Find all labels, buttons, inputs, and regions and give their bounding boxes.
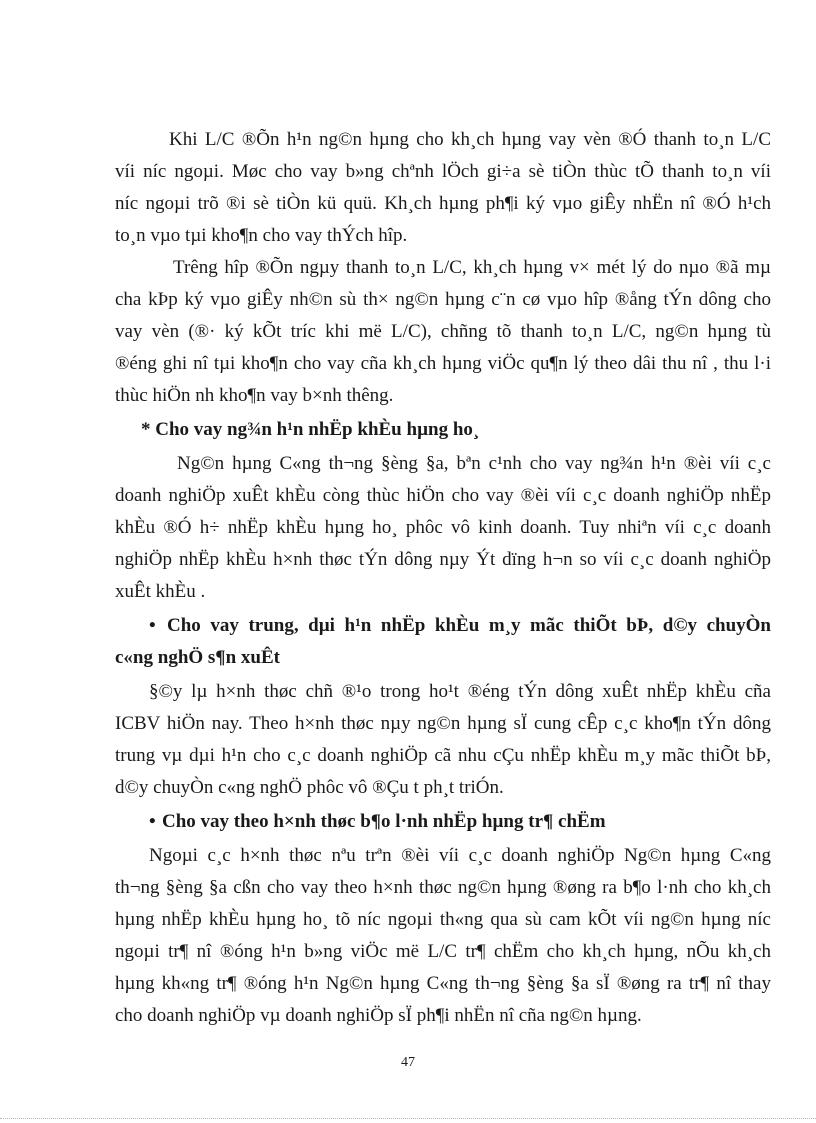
section-heading: c«ng nghÖ s¶n xuÊt bbox=[115, 647, 280, 668]
paragraph-line: to¸n vµo tµi kho¶n cho vay thÝch hîp. bbox=[115, 225, 408, 246]
paragraph-line: níc ngoµi trõ ®i sè tiÒn kü quü. Kh¸ch hµng ph¶i ký vµo giÊy nhËn nî ®Ó h¹ch bbox=[115, 193, 771, 214]
paragraph-line: cho doanh nghiÖp vµ doanh nghiÖp sÏ ph¶i nhËn nî cña ng©n hµng. bbox=[115, 1005, 642, 1026]
paragraph-line: nghiÖp nhËp khÈu h×nh thøc tÝn dông nµy Ýt dïng h¬n so víi c¸c doanh nghiÖp bbox=[115, 549, 771, 570]
bullet-icon: • bbox=[149, 615, 156, 636]
paragraph-line: vay vèn (®· ký kÕt tríc khi më L/C), chñng tõ thanh to¸n L/C, ng©n hµng tù bbox=[115, 321, 771, 342]
section-heading: * Cho vay ng¾n h¹n nhËp khÈu hµng ho¸ bbox=[141, 419, 480, 440]
paragraph-line: th¬ng §èng §a cßn cho vay theo h×nh thøc ng©n hµng ®øng ra b¶o l·nh cho kh¸ch bbox=[115, 877, 771, 898]
paragraph-line: §©y lµ h×nh thøc chñ ®¹o trong ho¹t ®éng tÝn dông xuÊt nhËp khÈu cña bbox=[149, 681, 771, 702]
paragraph-line: xuÊt khÈu . bbox=[115, 581, 206, 602]
paragraph-line: Trêng hîp ®Õn ngµy thanh to¸n L/C, kh¸ch hµng v× mét lý do nµo ®ã mµ bbox=[173, 257, 771, 278]
paragraph-line: hµng nhËp khÈu hµng ho¸ tõ níc ngoµi th«ng qua sù cam kÕt víi ng©n hµng níc bbox=[115, 909, 771, 930]
paragraph-line: thùc hiÖn nh kho¶n vay b×nh thêng. bbox=[115, 385, 394, 406]
paragraph-line: ICBV hiÖn nay. Theo h×nh thøc nµy ng©n hµng sÏ cung cÊp c¸c kho¶n tÝn dông bbox=[115, 713, 771, 734]
paragraph-line: doanh nghiÖp xuÊt khÈu còng thùc hiÖn cho vay ®èi víi c¸c doanh nghiÖp nhËp bbox=[115, 485, 771, 506]
page-bottom-border bbox=[0, 1118, 816, 1119]
section-heading: Cho vay trung, dµi h¹n nhËp khÈu m¸y mãc thiÕt bÞ, d©y chuyÒn bbox=[167, 615, 771, 636]
page-number: 47 bbox=[401, 1055, 415, 1070]
bullet-icon: • bbox=[149, 811, 156, 832]
paragraph-line: Ng©n hµng C«ng th¬ng §èng §a, bªn c¹nh cho vay ng¾n h¹n ®èi víi c¸c bbox=[177, 453, 771, 474]
paragraph-line: cha kÞp ký vµo giÊy nh©n sù th× ng©n hµng c¨n cø vµo hîp ®ång tÝn dông cho bbox=[115, 289, 771, 310]
paragraph-line: ngoµi tr¶ nî ®óng h¹n b»ng viÖc më L/C tr¶ chËm cho kh¸ch hµng, nÕu kh¸ch bbox=[115, 941, 771, 962]
paragraph-line: ®éng ghi nî tµi kho¶n cho vay cña kh¸ch hµng viÖc qu¶n lý theo dâi thu nî , thu l·i bbox=[115, 353, 771, 374]
paragraph-line: Ngoµi c¸c h×nh thøc nªu trªn ®èi víi c¸c doanh nghiÖp Ng©n hµng C«ng bbox=[149, 845, 771, 866]
section-heading: Cho vay theo h×nh thøc b¶o l·nh nhËp hµng tr¶ chËm bbox=[162, 811, 606, 832]
paragraph-line: víi níc ngoµi. Møc cho vay b»ng chªnh lÖch gi÷a sè tiÒn thùc tÕ thanh to¸n víi bbox=[115, 161, 771, 182]
paragraph-line: Khi L/C ®Õn h¹n ng©n hµng cho kh¸ch hµng vay vèn ®Ó thanh to¸n L/C bbox=[169, 129, 771, 150]
paragraph-line: d©y chuyÒn c«ng nghÖ phôc vô ®Çu t ph¸t triÓn. bbox=[115, 777, 504, 798]
paragraph-line: khÈu ®Ó h÷ nhËp khÈu hµng ho¸ phôc vô kinh doanh. Tuy nhiªn víi c¸c doanh bbox=[115, 517, 771, 538]
paragraph-line: trung vµ dµi h¹n cho c¸c doanh nghiÖp cã nhu cÇu nhËp khÈu m¸y mãc thiÕt bÞ, bbox=[115, 745, 771, 766]
paragraph-line: hµng kh«ng tr¶ ®óng h¹n Ng©n hµng C«ng th¬ng §èng §a sÏ ®øng ra tr¶ nî thay bbox=[115, 973, 771, 994]
